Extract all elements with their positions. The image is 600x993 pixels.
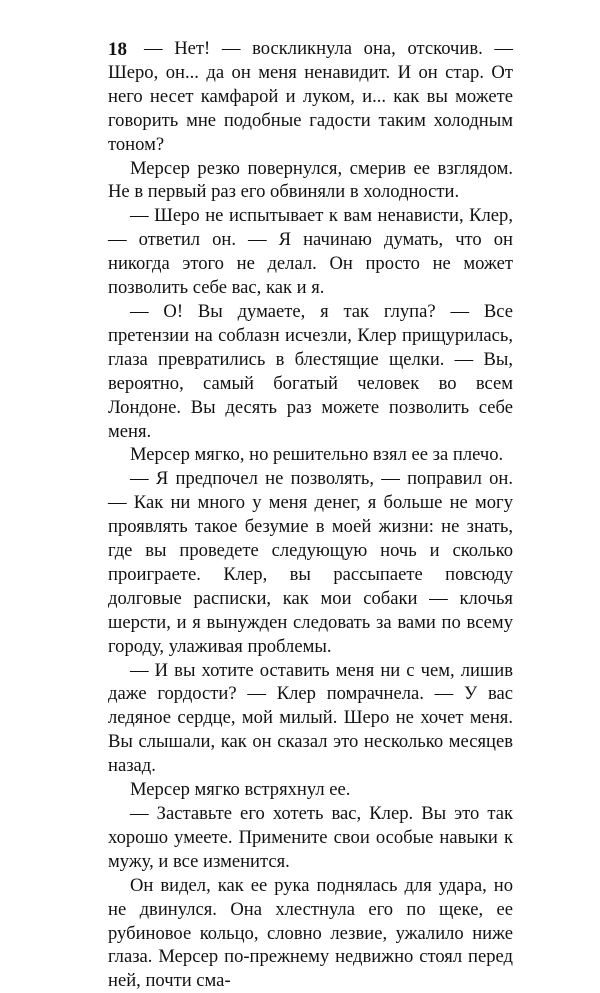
paragraph: — Нет! — воскликнула она, отскочив. — Шеро, он... да он меня ненавидит. И он стар. От него несет камфарой и луком, и... как вы можете говорить мне подобные гадости таким холодным тоном? xyxy=(108,38,513,155)
paragraph: — О! Вы думаете, я так глупа? — Все претензии на соблазн исчезли, Клер прищурилась, глаза превратились в блестящие щелки. — Вы, вероятно, самый богатый человек во всем Лондоне. Вы десять раз можете позволить себе меня. xyxy=(108,300,513,442)
paragraph: Мерсер мягко встряхнул ее. xyxy=(130,779,351,801)
paragraph: Он видел, как ее рука поднялась для удара, но не двинулся. Она хлестнула его по щеке, ее рубиновое кольцо, словно лезвие, ужалило ниже глаза. Мерсер по-прежнему недвижно стоял перед ней, почти сма- xyxy=(108,874,513,992)
paragraph: — Заставьте его хотеть вас, Клер. Вы это так хорошо умеете. Примените свои особые навыки к мужу, и все изменится. xyxy=(108,803,513,872)
paragraph: — И вы хотите оставить меня ни с чем, лишив даже гордости? — Клер помрачнела. — У вас ледяное сердце, мой милый. Шеро не хочет меня. Вы слышали, как он сказал это несколько месяцев назад. xyxy=(108,659,513,777)
paragraph: — Шеро не испытывает к вам ненависти, Клер, — ответил он. — Я начинаю думать, что он никогда этого не делал. Он просто не может позволить себе вас, как и я. xyxy=(108,205,513,299)
page-number: 18 xyxy=(108,39,127,60)
body-text xyxy=(108,37,513,993)
paragraph: Мерсер резко повернулся, смерив ее взглядом. Не в первый раз его обвиняли в холодности. xyxy=(108,157,513,203)
paragraph: Мерсер мягко, но решительно взял ее за плечо. xyxy=(130,444,504,466)
paragraph: — Я предпочел не позволять, — поправил он. — Как ни много у меня денег, я больше не могу проявлять такое безумие в моей жизни: не знать, где вы проведете следующую ночь и сколько проиграете. Клер, вы рассыпаете повсюду долговые расписки, как мои собаки — клочья шерсти, и я вынужден следовать за вами по всему городу, улаживая проблемы. xyxy=(108,468,513,657)
